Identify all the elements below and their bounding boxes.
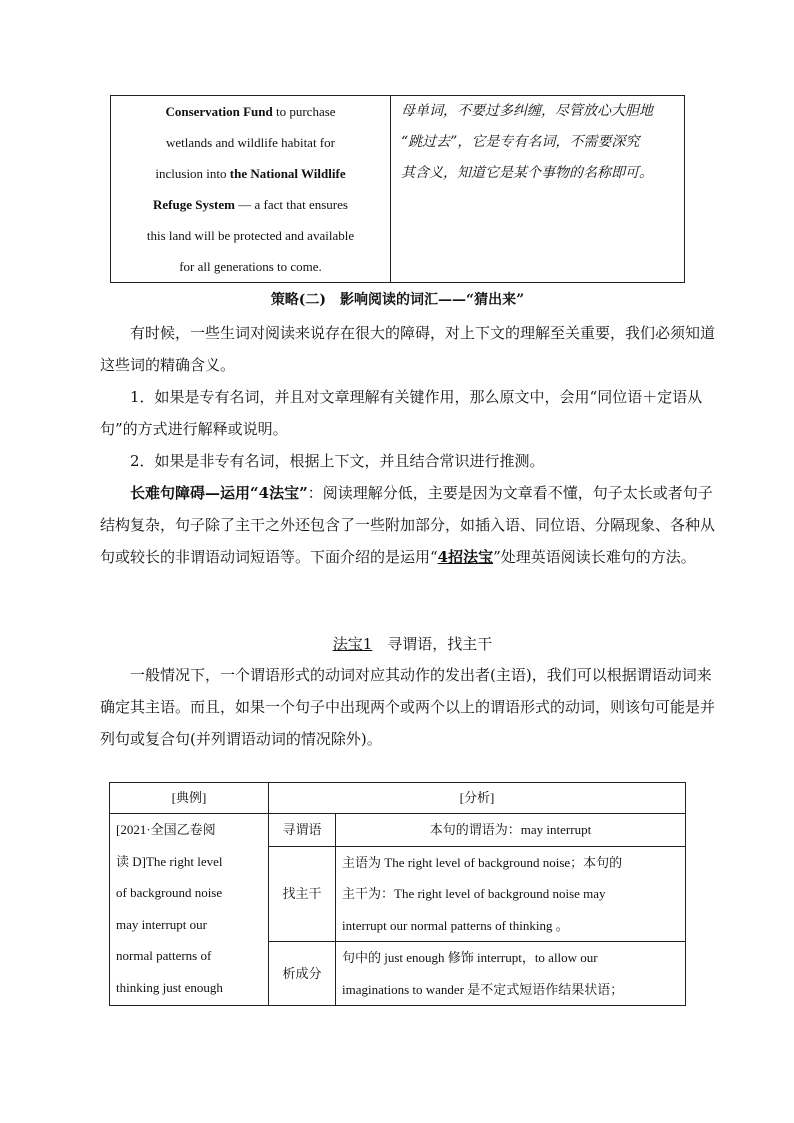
example-line: normal patterns of: [116, 948, 212, 963]
english-line: [111, 220, 390, 251]
strategy2-point2: 2．如果是非专有名词，根据上下文，并且结合常识进行推测。: [130, 452, 545, 470]
long-sentence-lead: 长难句障碍—运用“4法宝”: [130, 484, 308, 502]
example-header: [典例]: [110, 783, 269, 814]
analysis-line: 主语为 The right level of background noise；本句的: [342, 854, 623, 870]
long-sentence-body-a: ：阅读理解分低，主要是因为文章看不懂，句子太长或者句子结构复杂，句子除了主干之外还包含了一些附加部分，如插入语、同位语、分隔现象、各种从句或较长的非谓语动词短语等。下面介绍的是运用“: [100, 484, 716, 566]
english-segment: — a fact that ensures: [234, 197, 348, 212]
english-line: [111, 127, 390, 158]
english-segment: to purchase: [272, 104, 336, 119]
chinese-line: “跳过去”，它是专有名词，不需要深究: [401, 134, 640, 150]
english-segment: for all generations to come.: [179, 259, 322, 274]
english-line: [111, 96, 390, 127]
method1-body: [100, 659, 725, 755]
example-line: of background noise: [116, 885, 223, 900]
long-sentence-emph: 4招法宝: [437, 548, 494, 566]
analysis-tag: 析成分: [269, 942, 336, 1006]
analysis-content: [336, 814, 686, 847]
long-sentence-paragraph: [100, 477, 725, 573]
chinese-note-cell: [391, 96, 685, 283]
method1-title-a: 法宝1: [332, 635, 373, 653]
method1-title: [100, 630, 725, 658]
english-line: [111, 251, 390, 282]
strategy2-point1: 1．如果是专有名词，并且对文章理解有关键作用，那么原文中，会用“同位语＋定语从句”的方式进行解释或说明。: [100, 388, 703, 438]
analysis-line: imaginations to wander 是不定式短语作结果状语；: [342, 981, 624, 997]
english-segment: inclusion into: [155, 166, 230, 181]
method1-title-b: 寻谓语，找主干: [372, 635, 493, 653]
analysis-content: [336, 942, 686, 1006]
analysis-tag: 寻谓语: [269, 814, 336, 847]
example-line: may interrupt our: [116, 916, 207, 932]
example-line: 读 D]The right level: [116, 853, 223, 869]
strategy2-intro: 有时候，一些生词对阅读来说存在很大的障碍，对上下文的理解至关重要，我们必须知道这些词的精确含义。: [100, 324, 716, 374]
example-line: [2021·全国乙卷阅: [116, 822, 216, 837]
example-table: [109, 782, 686, 1006]
strategy2-title: 策略(二) 影响阅读的词汇——“猜出来”: [270, 292, 525, 308]
example-sentence-cell: [110, 814, 269, 1006]
english-segment: Refuge System: [153, 197, 235, 212]
strategy2-body: [100, 317, 725, 573]
long-sentence-body-b: ”处理英语阅读长难句的方法。: [493, 548, 696, 566]
analysis-content: [336, 846, 686, 942]
english-segment: the National Wildlife: [229, 166, 346, 181]
method1-para: 一般情况下，一个谓语形式的动词对应其动作的发出者(主语)，我们可以根据谓语动词来确定其主语。而且，如果一个句子中出现两个或两个以上的谓语形式的动词，则该句可能是并列句或复合句(并列谓语动词的情况除外)。: [100, 666, 716, 748]
top-table: [110, 95, 685, 283]
analysis-line: interrupt our normal patterns of thinking 。: [342, 917, 569, 933]
analysis-line: 主干为：The right level of background noise may: [342, 886, 606, 901]
chinese-line: 母单词，不要过多纠缠，尽管放心大胆地: [401, 103, 653, 119]
example-line: thinking just enough: [116, 979, 223, 995]
analysis-header: [分析]: [269, 783, 686, 814]
english-segment: wetlands and wildlife habitat for: [166, 135, 335, 150]
analysis-line: 本句的谓语为：may interrupt: [429, 822, 592, 837]
english-segment: this land will be protected and available: [146, 228, 355, 243]
analysis-tag: 找主干: [269, 846, 336, 942]
english-line: [111, 158, 390, 189]
english-line: [111, 189, 390, 220]
english-excerpt-cell: [111, 96, 391, 283]
analysis-line: 句中的 just enough 修饰 interrupt，to allow our: [342, 950, 598, 965]
english-segment: Conservation Fund: [165, 104, 273, 119]
chinese-line: 其含义，知道它是某个事物的名称即可。: [401, 165, 653, 181]
